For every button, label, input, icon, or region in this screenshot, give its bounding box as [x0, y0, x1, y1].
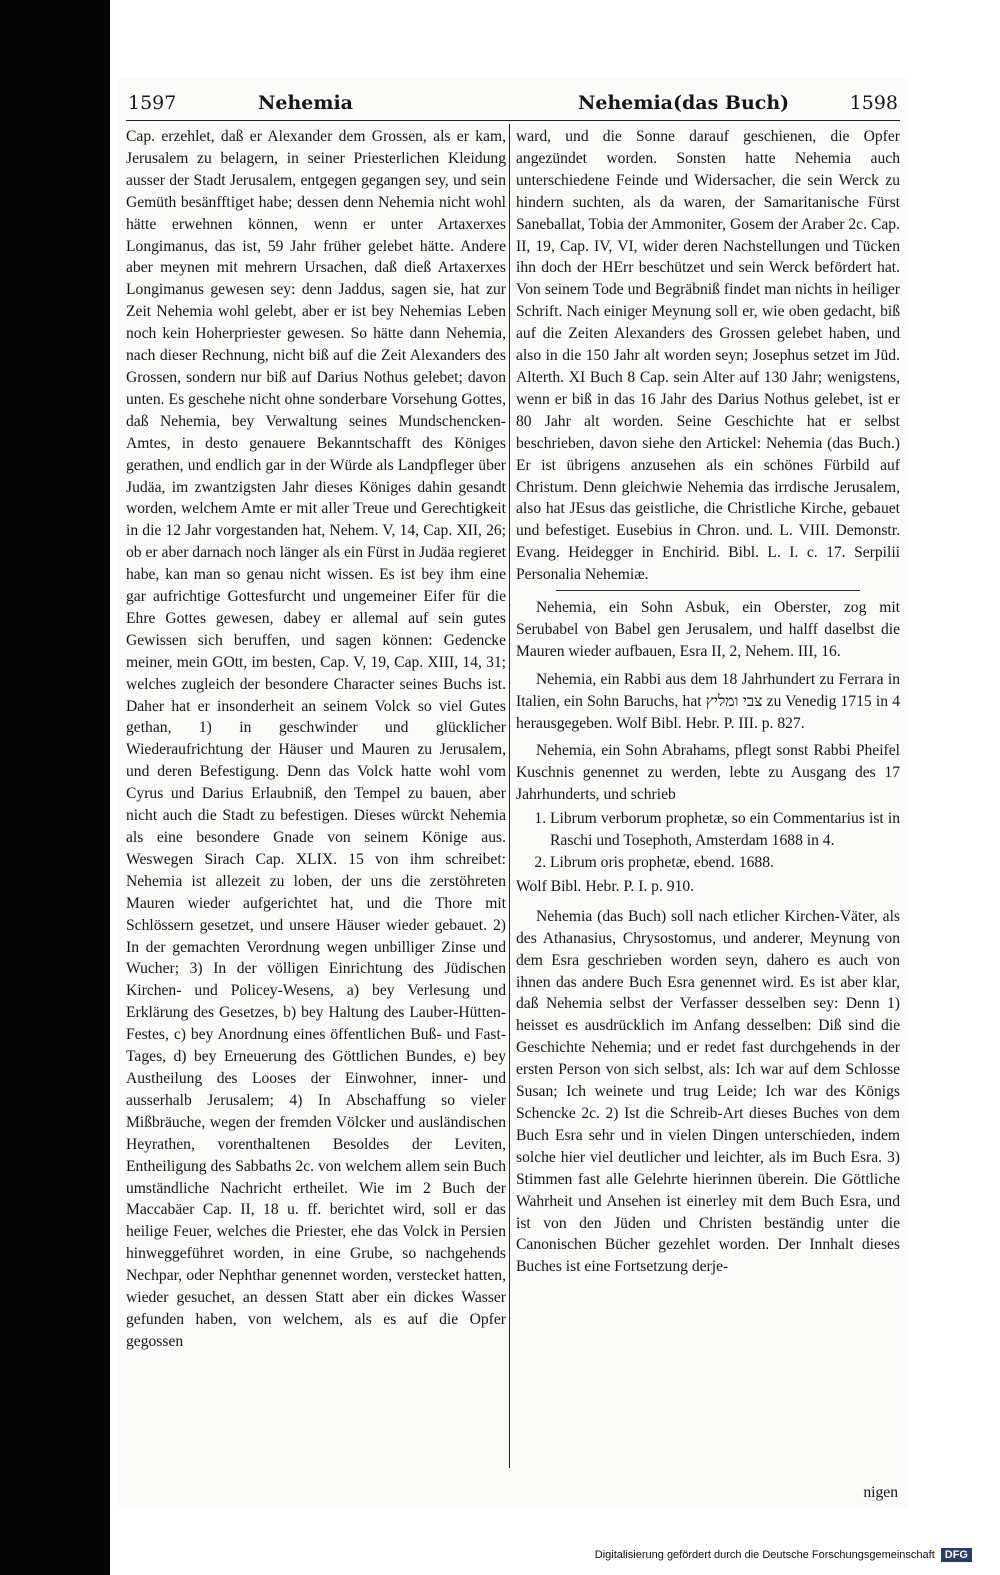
entry-nehemia-asbuk: Nehemia, ein Sohn Asbuk, ein Oberster, zog mit Serubabel von Babel gen Jerusalem, und halff daselbst die Mauren wieder aufbauen, Esra II, 2, Nehem. III, 16. [516, 599, 900, 660]
catchword: nigen [863, 1484, 898, 1501]
entry-divider [556, 590, 860, 591]
footer [595, 1548, 972, 1562]
running-head-left: Nehemia [258, 92, 353, 114]
entry-nehemia-rabbi-ferrara: Nehemia, ein Rabbi aus dem 18 Jahrhundert zu Ferrara in Italien, ein Sohn Baruchs, hat צבי ומליץ zu Venedig 1715 in 4 herausgegeben. Wolf Bibl. Hebr. P. III. p. 827. [516, 670, 901, 732]
list-item: 1. Librum verborum prophetæ, so ein Commentarius ist in Raschi und Tosephoth, Amsterdam 1688 in 4. [550, 808, 900, 852]
works-list [516, 808, 900, 874]
page-header [118, 88, 908, 118]
entry-nehemia-buch: Nehemia (das Buch) soll nach etlicher Kirchen-Väter, als des Athanasius, Chrysostomus, und anderer, Meynung von dem Esra geschrieben worden seyn, dahero es auch von ihnen das andere Buch Esra genennet wird. Es ist aber klar, daß Nehemia selbst der Verfasser desselben sey: Denn 1) heisset es ausdrücklich im Anfang desselben: Diß sind die Geschichte Nehemia; und er redet fast durchgehends in der ersten Person von sich selbst, als: Ich war auf dem Schlosse Susan; Ich weinete und trug Leide; Ich war des Königs Schencke 2c. 2) Ist die Schreib-Art dieses Buches von dem Buch Esra sehr und in vielen Dingen unterschieden, indem solche hier viel deutlicher und leichter, als im Buch Esra. 3) Stimmen fast alle Gelehrte hierinnen überein. Die Göttliche Wahrheit und Ansehen ist einerley mit dem Buch Esra, und ist von den Jüden und Christen beständig unter die Canonischen Bücher gezehlet worden. Der Innhalt dieses Buches ist eine Fortsetzung derje- [516, 907, 900, 1276]
right-column [516, 126, 900, 1508]
footer-credit: Digitalisierung gefördert durch die Deutsche Forschungsgemeinschaft [594, 1549, 935, 1561]
dfg-logo-icon: DFG [941, 1548, 972, 1562]
running-head-right: Nehemia(das Buch) [578, 92, 790, 114]
page-number-left: 1597 [128, 92, 177, 114]
page-number-right: 1598 [849, 92, 898, 114]
left-column-text: Cap. erzehlet, daß er Alexander dem Grossen, als er kam, Jerusalem zu belagern, in seiner Priesterlichen Kleidung ausser der Stadt Jerusalem, entgegen gegangen sey, und sein Gemüth besänfftiget habe; dessen denn Nehemia nicht wohl hätte erwehnen können, wenn er unter Artaxerxes Longimanus, das ist, 59 Jahr früher gelebet hätte. Andere aber meynen mit mehrern Ursachen, daß dieß Artaxerxes Longimanus gewesen sey: denn Jaddus, sagen sie, hat zur Zeit Nehemia wohl gelebt, aber er ist bey Nehemias Leben noch kein Hoherpriester gewesen. So hätte dann Nehemia, nach dieser Rechnung, nicht biß auf die Zeit Alexanders des Grossen, sondern nur biß auf Darius Nothus gelebet; davon unten. Es geschehe nicht ohne sonderbare Vorsehung Gottes, daß Nehemia, bey Verwaltung seines Mundschencken-Amtes, in desto genauere Bekanntschafft des Königes gerathen, und endlich gar in der Würde als Landpfleger über Judäa, im zwantzigsten Jahr dieses Königes dahin gesandt worden, welchem Amte er mit aller Treue und Gerechtigkeit in die 12 Jahr vorgestanden hat, Nehem. V, 14, Cap. XII, 26; ob er aber darnach noch länger als ein Fürst in Judäa regieret habe, kan man so genau nicht wissen. Es ist bey ihm eine gar aufrichtige Gottesfurcht und ungemeiner Eifer für die Ehre Gottes gewesen, dabey er allemal auf sein gutes Gewissen sich beruffen, und sagen können: Gedencke meiner, mein GOtt, im besten, Cap. V, 19, Cap. XIII, 14, 31; welches zugleich der besondere Character seines Buchs ist. Daher hat er insonderheit an seinem Volck so viel Gutes gethan, 1) in geschwinder und glücklicher Wiederaufrichtung der Häuser und Mauren zu Jerusalem, und deren Befestigung. Denn das Volck hatte wohl vom Cyrus und Darius Erlaubniß, den Tempel zu bauen, aber nicht auch die Stadt zu befestigen. Dieses würckt Nehemia als eine besondere Gnade von seinem Könige aus. Weswegen Sirach Cap. XLIX. 15 von ihm schreibet: Nehemia ist allezeit zu loben, der uns die zerstöhreten Mauren wieder aufgerichtet hat, und die Thore mit Schlössern gesetzet, und unsere Häuser wieder gebauet. 2) In der gemachten Verordnung wegen unbilliger Zinse und Wucher; 3) In der völligen Einrichtung des Jüdischen Kirchen- und Policey-Wesens, a) bey Verlesung und Erklärung des Gesetzes, b) bey Haltung des Lauber-Hütten-Festes, c) bey Anordnung eines öffentlichen Buß- und Fast-Tages, d) bey Erneuerung des Göttlichen Bundes, e) bey Austheilung des Looses der Einwohner, inner- und ausserhalb Jerusalem; 4) In Abschaffung so vieler Mißbräuche, wegen der fremden Völcker und ausländischen Heyrathen, vorenthaltenen Besoldes der Leviten, Entheiligung des Sabbaths 2c. von welchem allem sein Buch umständliche Nachricht ertheilet. Wie im 2 Buch der Maccabäer Cap. II, 18 u. ff. berichtet wird, soll er das heilige Feuer, welches die Priester, ehe das Volck in Persien hinweggeführet worden, in eine Grube, so nachgehends Nechpar, oder Nephthar genennet worden, verstecket hatten, wieder gesuchet, an dessen Statt aber ein dickes Wasser gefunden haben, von welchem, als es auf die Opfer gegossen [126, 128, 506, 1350]
list-item: 2. Librum oris prophetæ, ebend. 1688. [550, 852, 900, 874]
entry-nehemia-abrahams: Nehemia, ein Sohn Abrahams, pflegt sonst Rabbi Pheifel Kuschnis genennet zu werden, lebte zu Ausgang des 17 Jahrhunderts, und schrieb [516, 742, 900, 804]
reference-wolf: Wolf Bibl. Hebr. P. I. p. 910. [516, 877, 695, 895]
column-divider [509, 124, 510, 1468]
right-column-intro: ward, und die Sonne darauf geschienen, die Opfer angezündet worden. Sonsten hatte Nehemia auch unterschiedene Feinde und Widersacher, die sein Werck zu hindern suchten, als da waren, der Samaritanische Fürst Saneballat, Tobia der Ammoniter, Gosem der Araber 2c. Cap. II, 19, Cap. IV, VI, wider deren Nachstellungen und Tücken ihn doch der HErr beschützet und sein Werck befördert hat. Von seinem Tode und Begräbniß findet man nichts in heiliger Schrift. Nach einiger Meynung soll er, wie oben gedacht, biß auf die Zeiten Alexanders des Grossen gelebet haben, und also in die 150 Jahr alt worden seyn; Josephus setzet im Jüd. Alterth. XI Buch 8 Cap. sein Alter auf 130 Jahr; wenigstens, wenn er biß in das 16 Jahr des Darius Nothus gelebet, ist er 80 Jahr alt worden. Seine Geschichte hat er selbst beschrieben, davon siehe den Artickel: Nehemia (das Buch.) Er ist übrigens anzusehen als ein schönes Fürbild auf Christum. Denn gleichwie Nehemia das irrdische Jerusalem, also hat JEsus das geistliche, die Christliche Kirche, gebauet und befestiget. Eusebius in Chron. und. L. VIII. Demonstr. Evang. Heidegger in Enchirid. Bibl. L. I. c. 17. Serpilii Personalia Nehemiæ. [516, 128, 900, 584]
header-rule [126, 120, 900, 121]
left-column [126, 126, 506, 1508]
book-page [118, 78, 908, 1508]
scan-border [0, 0, 110, 1575]
